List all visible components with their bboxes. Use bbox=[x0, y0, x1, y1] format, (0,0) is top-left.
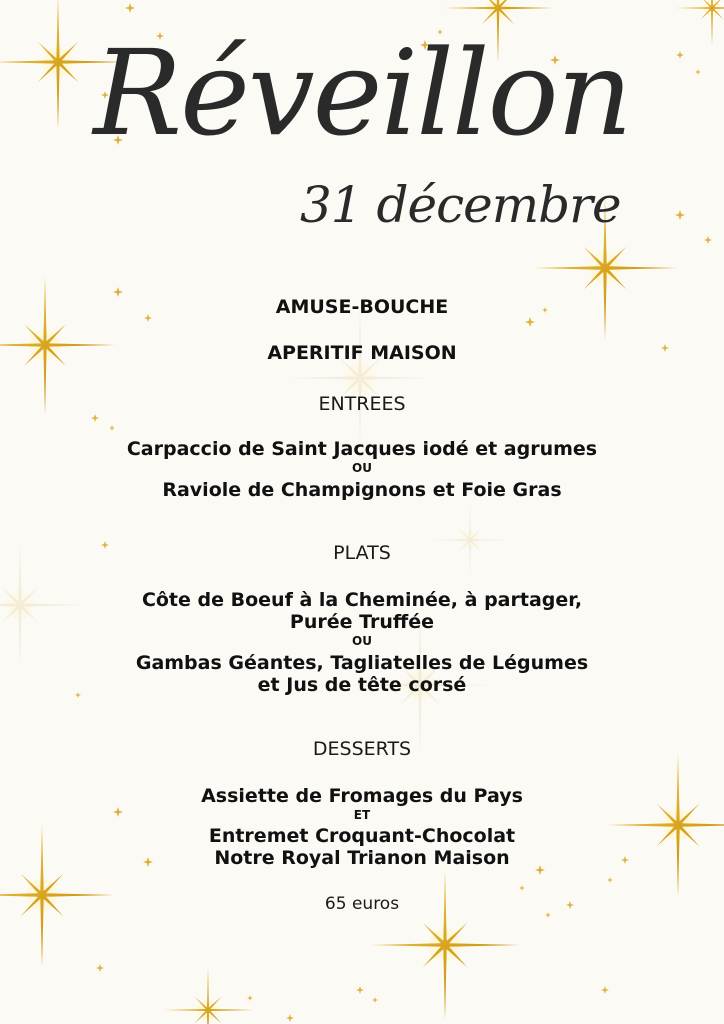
sparkle-icon bbox=[675, 210, 685, 220]
dessert-item-2-line-1: Entremet Croquant-Chocolat bbox=[208, 825, 516, 847]
sparkle-icon bbox=[247, 995, 253, 1001]
desserts-heading: DESSERTS bbox=[312, 738, 412, 760]
menu-price: 65 euros bbox=[324, 894, 400, 914]
dessert-item-1: Assiette de Fromages du Pays bbox=[201, 785, 523, 807]
aperitif: APERITIF MAISON bbox=[267, 342, 457, 364]
sparkle-icon bbox=[519, 885, 525, 891]
entree-separator: OU bbox=[352, 461, 372, 475]
sparkle-star-icon bbox=[163, 965, 253, 1024]
sparkle-icon bbox=[607, 877, 613, 883]
sparkle-icon bbox=[125, 3, 135, 13]
plat-item-2-line-1: Gambas Géantes, Tagliatelles de Légumes bbox=[135, 652, 589, 674]
menu-date: 31 décembre bbox=[300, 176, 621, 234]
amuse-bouche: AMUSE-BOUCHE bbox=[275, 296, 449, 318]
sparkle-star-icon bbox=[430, 500, 510, 580]
menu-title: Réveillon bbox=[93, 24, 631, 162]
dessert-separator: ET bbox=[353, 808, 371, 822]
entrees-heading: ENTREES bbox=[318, 393, 406, 415]
sparkle-icon bbox=[372, 997, 378, 1003]
sparkle-icon bbox=[704, 236, 712, 244]
plat-separator: OU bbox=[352, 634, 372, 648]
dessert-item-2-line-2: Notre Royal Trianon Maison bbox=[214, 847, 510, 869]
plat-item-1-line-2: Purée Truffée bbox=[289, 611, 435, 633]
plats-heading: PLATS bbox=[333, 542, 391, 564]
sparkle-star-icon bbox=[290, 308, 430, 448]
entree-item-2: Raviole de Champignons et Foie Gras bbox=[162, 479, 562, 501]
sparkle-icon bbox=[286, 1014, 294, 1022]
entree-item-1: Carpaccio de Saint Jacques iodé et agrumes bbox=[126, 438, 598, 460]
sparkle-icon bbox=[91, 414, 99, 422]
sparkle-icon bbox=[525, 317, 535, 327]
sparkle-icon bbox=[96, 964, 104, 972]
sparkle-icon bbox=[601, 986, 609, 994]
plat-item-1-line-1: Côte de Boeuf à la Cheminée, à partager, bbox=[141, 589, 583, 611]
sparkle-icon bbox=[109, 425, 115, 431]
sparkle-star-icon bbox=[370, 870, 520, 1020]
plat-item-2-line-2: et Jus de tête corsé bbox=[257, 674, 467, 696]
sparkle-icon bbox=[356, 986, 364, 994]
